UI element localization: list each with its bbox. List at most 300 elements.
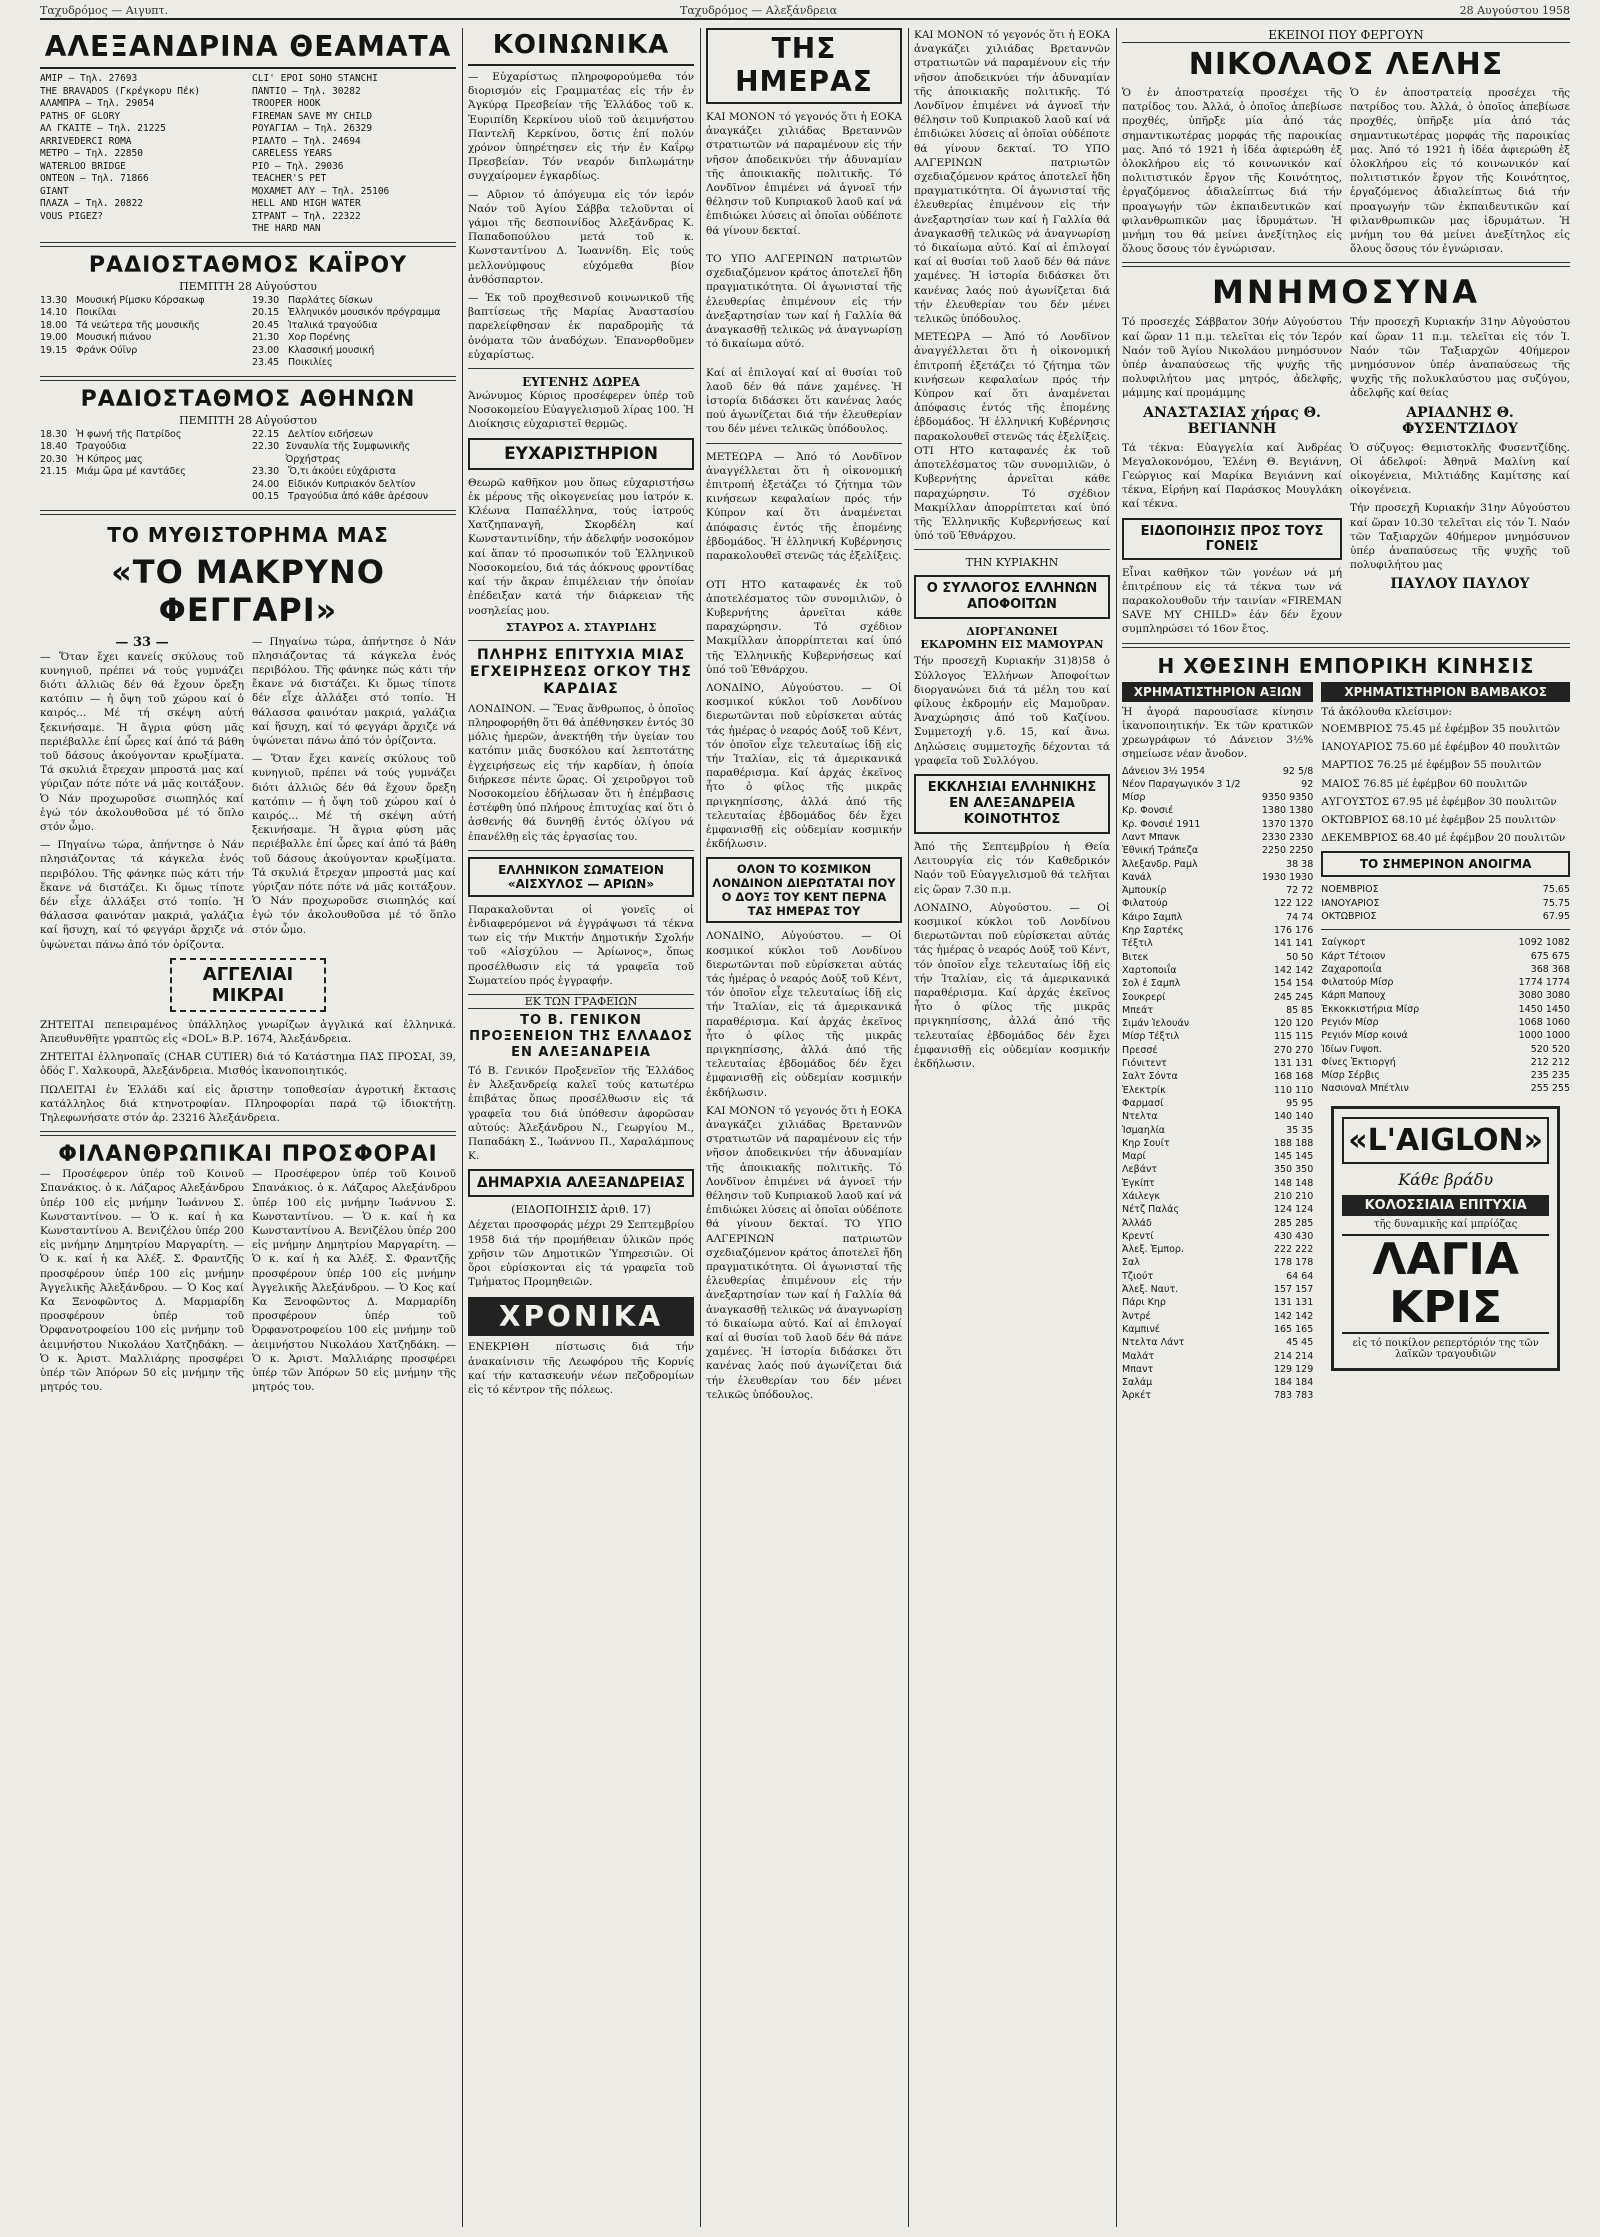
program-title: Μουσική Ρίμσκυ Κόρσακωφ — [76, 294, 205, 306]
thanks-text: Θεωρῶ καθῆκον μου ὅπως εὐχαριστήσω ἐκ μέρους τῆς οἰκογενείας μου ἰατρόν κ. Κλέωνα Παπαέλληνα, τούς ἰατρούς Χατζηπαναγῆ, Σκορδέλη καί Κωνσταντινίδην, τήν ἀδελφήν νοσοκόμον καί ἅπαν τό προσωπικόν τοῦ Ἑλληνικοῦ Νοσοκομείου, διά τάς ἀόκνους φροντίδας καί τήν ἄκραν ἐπιμέλειαν τήν ὁποίαν ἐπέδειξαν κατά τήν διάρκειαν τῆς νοσηλείας μου. — [468, 476, 694, 617]
program-time: 21.30 — [252, 332, 280, 343]
program-title: Φράνκ Ούϊνρ — [76, 344, 138, 356]
row-values: 520 520 — [1530, 1043, 1570, 1055]
novel-text-b-cont: — Ὅταν ἔχει κανείς σκύλους τοῦ κυνηγιοῦ, πρέπει νά τούς γυμνάζει διότι ἀλλιῶς δέν θά ἔχουν ὄρεξη κατόπιν — ἡ ὄψη τοῦ χώρου καί ὁ καιρός... Μέ τή σκέψη αὐτή ξεκινήσαμε. Ἡ ἄγρια φύση μᾶς περιέβαλλε ἐπί ὧρες καί ἀπό τά βάθη τοῦ δάσους ἀκούγονταν κρωξίματα. Τά σκυλιά ἔτρεχαν μπροστά μας καί γύριζαν πότε πότε νά μᾶς κοιτάξουν. Ὁ Νάν προχωροῦσε σιωπηλός καί ἐγώ τόν ἀκολουθοῦσα μέ τό ὅπλο στόν ὦμο. — [252, 753, 456, 936]
row-values: 2330 2330 — [1261, 831, 1314, 843]
table-row — [1122, 1190, 1313, 1203]
social-heading: ΚΟΙΝΩΝΙΚΑ — [468, 28, 694, 66]
program-row — [40, 454, 244, 467]
radio-cairo-right — [252, 295, 456, 370]
row-values: 184 184 — [1273, 1377, 1314, 1389]
program-title: Μιάμ ὥρα μέ καντάδες — [76, 466, 186, 477]
paragraph: ΝΟΕΜΒΡΙΟΣ 75.45 μέ ἐφέμβον 35 πουλιτῶν — [1321, 722, 1560, 735]
row-values: 165 165 — [1273, 1323, 1314, 1335]
table-row — [1122, 1163, 1313, 1176]
novel-text-a: — Ὅταν ἔχει κανείς σκύλους τοῦ κυνηγιοῦ, πρέπει νά τούς γυμνάζει διότι ἀλλιῶς δέν θά ἔχουν ὄρεξη κατόπιν — ἡ ὄψη τοῦ χώρου καί ὁ καιρός... Μέ τή σκέψη αὐτή ξεκινήσαμε. Ἡ ἄγρια φύση μᾶς περιέβαλλε ἐπί ὧρες καί ἀπό τά βάθη τοῦ δάσους ἀκούγονταν κρωξίματα. Τά σκυλιά ἔτρεχαν μπροστά μας καί γύριζαν πότε πότε νά μᾶς κοιτάξουν. Ὁ Νάν προχωροῦσε σιωπηλός καί ἐγώ τόν ἀκολουθοῦσα μέ τό ὅπλο στόν ὦμο. — [40, 650, 244, 833]
program-time: 19.30 — [252, 294, 280, 306]
london-text-cont: ΚΑΙ ΜΟΝΟΝ τό γεγονός ὅτι ἡ ΕΟΚΑ ἀναγκάζει χιλιάδας Βρεταννῶν στρατιωτῶν νά παραμένουν εἰς τήν νῆσον ἀποδεικνύει τήν ἀδυναμίαν τῆς ἀποικιακῆς πολιτικῆς. Τό Λονδῖνον ἐπιμένει νά ἀγνοεῖ τήν θέλησιν τοῦ Κυπριακοῦ λαοῦ καί νά ἐπιδιώκει λύσεις αἱ ὁποῖαι οὐδέποτε θά γίνουν δεκταί. ΤΟ ΥΠΟ ΑΛΓΕΡΙΝΩΝ πατριωτῶν σχεδιαζόμενον κράτος ἀποτελεῖ ἤδη πραγματικότητα. Οἱ ἀγωνισταί τῆς ἐλευθερίας ἐπιμένουν εἰς τήν ἀνεξαρτησίαν των καί ἡ Γαλλία θά ἀναγκασθῇ τελικῶς νά ἀναγνωρίσῃ τό δικαίωμα αὐτό. Καί αἱ ἐπιλογαί καί αἱ θυσίαι τοῦ λαοῦ δέν θά πάνε χαμένες. Ἡ ἱστορία διδάσκει ὅτι κανένας λαός πού ἀγωνίζεται διά τήν ἐλευθερίαν του δέν μένει τελικῶς ὑπόδουλος. — [706, 1104, 902, 1401]
aiglon-ad — [1331, 1106, 1560, 1371]
row-label: Φίνες Ἑκτιοργή — [1321, 1056, 1396, 1068]
cinema-list-right — [252, 73, 456, 236]
row-label: Μπεάτ — [1122, 1004, 1154, 1016]
row-label: Χάιλεγκ — [1122, 1191, 1160, 1202]
alumni-sub: ΔΙΟΡΓΑΝΩΝΕΙ — [966, 625, 1058, 639]
day-text: ΚΑΙ ΜΟΝΟΝ τό γεγονός ὅτι ἡ ΕΟΚΑ ἀναγκάζει χιλιάδας Βρεταννῶν στρατιωτῶν νά παραμένουν εἰς τήν νῆσον ἀποδεικνύει τήν ἀδυναμίαν τῆς ἀποικιακῆς πολιτικῆς. Τό Λονδῖνον ἐπιμένει νά ἀγνοεῖ τήν θέλησιν τοῦ Κυπριακοῦ λαοῦ καί νά ἐπιδιώκει λύσεις αἱ ὁποῖαι οὐδέποτε θά γίνουν δεκταί. ΤΟ ΥΠΟ ΑΛΓΕΡΙΝΩΝ πατριωτῶν σχεδιαζόμενον κράτος ἀποτελεῖ ἤδη πραγματικότητα. Οἱ ἀγωνισταί τῆς ἐλευθερίας ἐπιμένουν εἰς τήν ἀνεξαρτησίαν των καί ἡ Γαλλία θά ἀναγκασθῇ τελικῶς νά ἀναγνωρίσῃ τό δικαίωμα αὐτό. Καί αἱ ἐπιλογαί καί αἱ θυσίαι τοῦ λαοῦ δέν θά πάνε χαμένες. Ἡ ἱστορία διδάσκει ὅτι κανένας λαός πού ἀγωνίζεται διά τήν ἐλευθερίαν του δέν μένει τελικῶς ὑπόδουλος. — [706, 111, 902, 436]
program-title: Μουσική πιάνου — [76, 332, 152, 343]
stock-intro: Ἡ ἀγορά παρουσίασε κίνησιν ἰκανοποιητικήν. Ἐκ τῶν κρατικῶν χρεωγράφων τό Δάνειον 3½% σημείωσε νέαν ἄνοδον. — [1122, 705, 1314, 761]
table-row — [1122, 1230, 1313, 1243]
commerce-heading: Η ΧΘΕΣΙΝΗ ΕΜΠΟΡΙΚΗ ΚΙΝΗΣΙΣ — [1157, 653, 1535, 678]
chronika-text: ΕΝΕΚΡΙΘΗ πίστωσις διά τήν ἀνακαίνισιν τῆς Λεωφόρου τῆς Κορνίς καί τήν κατασκευήν νέων πεζοδρομίων εἰς τό κέντρον τῆς πόλεως. — [468, 1341, 694, 1396]
nikolaos-heading: ΝΙΚΟΛΑΟΣ ΛΕΛΗΣ — [1188, 47, 1504, 82]
table-row — [1122, 1389, 1313, 1402]
row-values: 154 154 — [1273, 978, 1314, 990]
table-row — [1122, 1270, 1313, 1283]
program-title: Τραγούδια — [76, 441, 127, 452]
row-label: Φαρμασί — [1122, 1097, 1164, 1109]
surgery-heading: ΠΛΗΡΗΣ ΕΠΙΤΥΧΙΑ ΜΙΑΣ ΕΓΧΕΙΡΗΣΕΩΣ ΟΓΚΟΥ ΤΗΣ ΚΑΡΔΙΑΣ — [470, 646, 692, 697]
row-values: 212 212 — [1530, 1056, 1570, 1068]
row-values: 50 50 — [1286, 951, 1314, 963]
listing-line: ΠΛΑΖΑ — Τηλ. 20822 — [40, 198, 143, 209]
table-row — [1122, 1376, 1313, 1389]
row-label: Βιτεκ — [1122, 951, 1149, 963]
table-row — [1122, 1070, 1313, 1083]
table-row — [1122, 1283, 1313, 1296]
church-text-cont: ΛΟΝΔΙΝΟ, Αὐγούστου. — Οἱ κοσμικοί κύκλοι τοῦ Λονδίνου διερωτῶνται ποῦ εὑρίσκεται αὐτάς τάς ἡμέρας ὁ νεαρός Δούξ τοῦ Κέντ, τόν ὁποῖον εἶχε τελευταίως ἰδῇ εἰς τήν Ἰταλίαν, εἰς τά ἀμερικανικά παραθέρισμα. Καί ἀρχάς ἐκεῖνος ἦτο ὁ φίλος τῆς μικρᾶς πριγκηπίσσης, ἀλλά ἀπό τῆς τελευταίας ἐβδομάδος δέν ἔχει ἐμφανισθῇ εἰς οὐδεμίαν κοσμικήν ἐκδήλωσιν. — [914, 901, 1110, 1070]
novel-title: «ΤΟ ΜΑΚΡΥΝΟ ΦΕΓΓΑΡΙ» — [111, 552, 385, 629]
donation-text: Ἀνώνυμος Κύριος προσέφερεν ὑπέρ τοῦ Νοσοκομείου Εὐαγγελισμοῦ λίρας 100. Ἡ Διοίκησις εὐχαριστεῖ θερμῶς. — [468, 390, 694, 431]
row-label: Κηρ Σαρτέκς — [1122, 925, 1184, 937]
radio-athens-date: ΠΕΜΠΤΗ 28 Αὐγούστου — [179, 413, 317, 427]
row-label: Λαντ Μπανκ — [1122, 831, 1180, 843]
row-values: 214 214 — [1273, 1350, 1314, 1362]
philanthropic-text-2: — Προσέφερον ὑπέρ τοῦ Κοινοῦ Σπανάκιος. ὁ κ. Λάζαρος Αλεξάνδρου ὑπέρ 100 εἰς μνήμην Ἰωάννου Σ. Κωνσταντίνου. — Ὁ κ. καί ἡ κα Κωνσταντίνου Α. Βενιζέλου ὑπέρ 200 εἰς μνήμην Δημητρίου Μαργαρίτη. — Ὁ κ. καί ἡ κα Ἀλέξ. Σ. Φραντζῆς προσφέρουν ὑπέρ 100 εἰς μνήμην Ἀγγελικῆς Ἀλεξάνδρου. — Ὁ Κος καί Κα Ξενοφῶντος Δ. Μαρμαρίδη προσφέρουν ὑπέρ τοῦ Ὀρφανοτροφείου 100 εἰς μνήμην τοῦ ἀειμνήστου Νικολάου Χατζηδάκη. — Ὁ κ. Ἀριστ. Μαλλιάρης προσφέρει ὑπέρ τῶν Ἀπόρων 50 εἰς μνήμην τῆς μητρός του. — [252, 1168, 456, 1394]
table-row — [1122, 937, 1313, 950]
memorial-left-text: Τό προσεχές Σάββατον 30ήν Αὐγούστου καί ὥραν 11 π.μ. τελεῖται εἰς τόν Ἱερόν Ναόν τοῦ Ἁγίου Νικολάου μνημόσυνον ὑπέρ ἀναπαύσεως τῆς ψυχῆς τῆς πολυφιλήτου μας μητρός, ἀδελφῆς, μάμμης καί προμάμμης — [1122, 316, 1342, 400]
row-values: 148 148 — [1273, 1177, 1314, 1189]
listing-line: HELL AND HIGH WATER — [252, 198, 361, 209]
program-row — [40, 466, 244, 479]
program-title: Ἰταλικά τραγούδια — [288, 319, 378, 331]
row-values: 72 72 — [1286, 885, 1314, 897]
listing-line: VOUS PIGEZ? — [40, 210, 103, 222]
row-label: Τέξτιλ — [1122, 938, 1153, 950]
table-row — [1122, 1057, 1313, 1070]
row-label: Μίσρ Σέρβις — [1321, 1070, 1380, 1082]
table-row — [1321, 976, 1570, 989]
program-title: Ποικίλαι — [76, 307, 117, 318]
church-heading: ΕΚΚΛΗΣΙΑΙ ΕΛΛΗΝΙΚΗΣ ΕΝ ΑΛΕΞΑΝΔΡΕΙΑ ΚΟΙΝΟΤΗΤΟΣ — [914, 774, 1110, 834]
novel-part: — 33 — — [115, 634, 169, 650]
day-text-cont: ΛΟΝΔΙΝΟ, Αὐγούστου. — Οἱ κοσμικοί κύκλοι τοῦ Λονδίνου διερωτῶνται ποῦ εὑρίσκεται αὐτάς τάς ἡμέρας ὁ νεαρός Δούξ τοῦ Κέντ, τόν ὁποῖον εἶχε τελευταίως ἰδῇ εἰς τήν Ἰταλίαν, εἰς τά ἀμερικανικά παραθέρισμα. Καί ἀρχάς ἐκεῖνος ἦτο ὁ φίλος τῆς μικρᾶς πριγκηπίσσης, ἀλλά ἀπό τῆς τελευταίας ἐβδομάδος δέν ἔχει ἐμφανισθῇ εἰς οὐδεμίαν κοσμικήν ἐκδήλωσιν. — [706, 681, 902, 851]
row-label: Μίσρ — [1122, 792, 1146, 804]
row-label: Μπαντ — [1122, 1363, 1154, 1375]
row-label: Τζιούτ — [1122, 1270, 1154, 1282]
program-row — [252, 491, 456, 504]
consulate-kicker: ΕΚ ΤΩΝ ΓΡΑΦΕΙΩΝ — [468, 994, 694, 1009]
column-4-lead: ΚΑΙ ΜΟΝΟΝ τό γεγονός ὅτι ἡ ΕΟΚΑ ἀναγκάζει χιλιάδας Βρεταννῶν στρατιωτῶν νά παραμένουν εἰς τήν νῆσον ἀποδεικνύει τήν ἀδυναμίαν τῆς ἀποικιακῆς πολιτικῆς. Τό Λονδῖνον ἐπιμένει νά ἀγνοεῖ τήν θέλησιν τοῦ Κυπριακοῦ λαοῦ καί νά ἐπιδιώκει λύσεις αἱ ὁποῖαι οὐδέποτε θά γίνουν δεκταί. ΤΟ ΥΠΟ ΑΛΓΕΡΙΝΩΝ πατριωτῶν σχεδιαζόμενον κράτος ἀποτελεῖ ἤδη πραγματικότητα. Οἱ ἀγωνισταί τῆς ἐλευθερίας ἐπιμένουν εἰς τήν ἀνεξαρτησίαν των καί ἡ Γαλλία θά ἀναγκασθῇ τελικῶς νά ἀναγνωρίσῃ τό δικαίωμα αὐτό. Καί αἱ ἐπιλογαί καί αἱ θυσίαι τοῦ λαοῦ δέν θά πάνε χαμένες. Ἡ ἱστορία διδάσκει ὅτι κανένας λαός πού ἀγωνίζεται διά τήν ἐλευθερίαν του δέν μένει τελικῶς ὑπόδουλος. — [914, 29, 1110, 326]
listing-line: ΣΤΡΑΝΤ — Τηλ. 22322 — [252, 210, 361, 222]
table-row — [1122, 1336, 1313, 1349]
listing-line: THE HARD MAN — [252, 223, 321, 234]
program-title: Δελτίον ειδήσεων — [288, 428, 373, 440]
row-values: 131 131 — [1273, 1297, 1314, 1309]
listing-line: ΜΟΧΑΜΕΤ ΑΛΥ — Τηλ. 25106 — [252, 185, 390, 197]
novel-text-b: — Πηγαίνω τώρα, ἀπήντησε ὁ Νάν πλησιάζοντας τά κάγκελα ἐνός περιβόλου. Τῆς φάνηκε πώς κάτι τήν ἔκανε νά διστάζει. Κι ὅμως τίποτε δέν εἶχε ἀλλάξει στό τοπίο. Ἡ θάλασσα φαινόταν μακριά, γαλάζια καί ἥσυχη, καί τό φεγγάρι ἄρχιζε νά ὑψώνεται πάνω ἀπό τόν ὁρίζοντα. — [252, 635, 456, 747]
row-label: Σαλάμ — [1122, 1377, 1153, 1389]
row-label: Κρ. Φονσιέ 1911 — [1122, 818, 1201, 830]
column-2 — [468, 28, 694, 2231]
row-values: 85 85 — [1286, 1004, 1314, 1016]
program-time: 23.30 — [252, 466, 280, 477]
program-title: Τά νεώτερα τῆς μουσικῆς — [76, 319, 200, 331]
consulate-text: Τό Β. Γενικόν Προξενεῖον τῆς Ἑλλάδος ἐν Ἀλεξανδρείᾳ καλεῖ τούς κατωτέρω ἐπιβάτας ὅπως προσέλθωσιν εἰς τά γραφεῖα του διά ὑπόθεσιν ἀφορῶσαν αὐτούς: Ἀλεξάνδρου Ν., Γεωργίου Μ., Παπαδάκη Σ., Ἰωάννου Π., Χαραλάμπους Κ. — [468, 1064, 694, 1163]
paragraph: ΖΗΤΕΙΤΑΙ ἐλληνοπαῖς (CHAR CUTIER) διά τό Κατάστημα ΠΑΣ ΠΡΟΣΑΙ, 39, ὁδός Γ. Χαλκουρᾶ, Ἀλεξάνδρεια. Μισθός ἱκανοποιητικός. — [40, 1051, 456, 1078]
program-row — [252, 357, 456, 370]
table-row — [1122, 858, 1313, 871]
nikolaos-text-2: Ὁ ἐν ἀποστρατείᾳ προσέχει τῆς πατρίδος του. Ἀλλά, ὁ ὁποῖος ἀπεβίωσε προχθές, ὑπῆρξε μία ἀπό τάς σημαντικωτέρας μορφάς τῆς παροικίας μας. Ἀπό τό 1921 ἡ ἰδέα ἀφιερώθη ἐξ ὁλοκλήρου εἰς τό κοινωνικόν καί πολιτιστικόν ἔργον τῆς Κοινότητος, ἐργαζόμενος ἀδιαλείπτως διά τήν προαγωγήν τῶν ἐκπαιδευτικῶν καί φιλανθρωπικῶν μας ἱδρυμάτων. Ἡ μνήμη του θά μείνει ἀνεξίτηλος εἰς ὅλους ὅσους τόν ἐγνώρισαν. — [1350, 87, 1570, 256]
program-title: Χορ Πορένης — [288, 332, 351, 343]
classified-list — [40, 1018, 456, 1125]
row-label: Ἐθνική Τράπεζα — [1122, 845, 1199, 857]
row-values: 75.65 — [1542, 884, 1570, 896]
table-row — [1122, 884, 1313, 897]
row-label: Μαρί — [1122, 1151, 1146, 1163]
table-row — [1122, 1004, 1313, 1017]
listing-line: ΡΙΑΛΤΟ — Τηλ. 24694 — [252, 135, 361, 147]
table-row — [1122, 1310, 1313, 1323]
row-values: 188 188 — [1273, 1137, 1314, 1149]
row-values: 783 783 — [1273, 1390, 1314, 1402]
radio-cairo-heading: ΡΑΔΙΟΣΤΑΘΜΟΣ ΚΑΪΡΟΥ — [88, 252, 408, 278]
program-title: Τραγούδια ἀπό κάθε ἀρέσουν — [288, 491, 429, 502]
table-row — [1122, 1323, 1313, 1336]
row-label: Ζαχαροποιΐα — [1321, 963, 1382, 975]
row-values: 38 38 — [1286, 858, 1314, 870]
table-row — [1321, 1043, 1570, 1056]
row-label: Σουκρερί — [1122, 991, 1166, 1003]
row-label: Κάρτ Τέτοιον — [1321, 950, 1386, 962]
surgery-text: ΛΟΝΔΙΝΟΝ. — Ἕνας ἄνθρωπος, ὁ ὁποῖος πληροφορήθη ὅτι θά ἀπέθνησκεν ἐντός 30 μόλις ἡμερῶν, ἀνεκτήθη τήν ὑγείαν του κατόπιν μιᾶς δυσκόλου καί λεπτοτάτης ἐγχειρήσεως εἰς τήν καρδίαν, ἡ ὁποία διήρκεσε πέντε ὥρας. Οἱ χειροῦργοι τοῦ Νοσοκομείου ἐδήλωσαν ὅτι ἡ ἐπέμβασις ἐστέφθη ὑπό πλήρους ἐπιτυχίας καί ὅτι ὁ ἀσθενής θά δυνηθῇ ἐντός ὀλίγου νά ἐπανέλθῃ εἰς τάς ἐργασίας του. — [468, 702, 694, 843]
radio-athens-heading: ΡΑΔΙΟΣΤΑΘΜΟΣ ΑΘΗΝΩΝ — [80, 386, 416, 412]
row-label: Ἀλεξ. Ἐμπορ. — [1122, 1244, 1184, 1256]
table-row — [1122, 1177, 1313, 1190]
row-label: Σολ ἐ Σαμπλ — [1122, 978, 1181, 990]
program-row — [40, 307, 244, 320]
program-title: Ἡ Κύπρος μας — [76, 453, 143, 465]
row-label: Ρεγιόν Μίσρ κοινά — [1321, 1030, 1408, 1042]
today-open-heading: ΤΟ ΣΗΜΕΡΙΝΟΝ ΑΝΟΙΓΜΑ — [1321, 851, 1570, 877]
listing-line: WATERLOO BRIDGE — [40, 160, 126, 172]
cotton-intro: Τά ἀκόλουθα κλείσιμον: — [1321, 705, 1452, 718]
row-values: 129 129 — [1273, 1363, 1314, 1375]
novel-text-a-cont: — Πηγαίνω τώρα, ἀπήντησε ὁ Νάν πλησιάζοντας τά κάγκελα ἐνός περιβόλου. Τῆς φάνηκε πώς κάτι τήν ἔκανε νά διστάζει. Κι ὅμως τίποτε δέν εἶχε ἀλλάξει στό τοπίο. Ἡ θάλασσα φαινόταν μακριά, γαλάζια καί ἥσυχη, καί τό φεγγάρι ἄρχιζε νά ὑψώνεται πάνω ἀπό τόν ὁρίζοντα. — [40, 839, 244, 951]
chronika-logo: ΧΡΟΝΙΚΑ — [468, 1297, 694, 1336]
row-values: 115 115 — [1273, 1031, 1314, 1043]
table-row — [1122, 1017, 1313, 1030]
row-label: Ἀλεξ. Ναυτ. — [1122, 1284, 1179, 1296]
table-row — [1122, 818, 1313, 831]
paragraph: ΖΗΤΕΙΤΑΙ πεπειραμένος ὑπάλληλος γνωρίζων ἀγγλικά καί ἑλληνικά. Ἀπευθυνθῆτε γραπτῶς εἰς «DOL» Β.Ρ. 1674, Ἀλεξάνδρεια. — [40, 1018, 456, 1045]
row-values: 168 168 — [1273, 1071, 1314, 1083]
row-label: Σαλ — [1122, 1257, 1140, 1269]
row-values: 110 110 — [1273, 1084, 1314, 1096]
program-title: Ἡ φωνή τῆς Πατρίδος — [76, 428, 182, 440]
program-time: 20.30 — [40, 453, 68, 465]
table-row — [1321, 989, 1570, 1002]
listing-line: CARELESS YEARS — [252, 148, 333, 159]
program-time: 18.00 — [40, 319, 68, 331]
row-values: 245 245 — [1273, 991, 1314, 1003]
radio-athens-program — [40, 429, 456, 504]
row-values: 75.75 — [1542, 897, 1570, 909]
row-label: Καμπινέ — [1122, 1323, 1160, 1335]
table-row — [1321, 897, 1570, 910]
memorial-right2-text: Τήν προσεχῆ Κυριακήν 31ην Αὐγούστου καί ὥραν 10.30 τελεῖται εἰς τόν Ἱ. Ναόν τῶν Ταξιαρχῶν 40ήμερον μνημόσυνον ὑπέρ ἀναπαύσεως τῆς ψυχῆς τοῦ πολυφιλήτου μας — [1350, 502, 1570, 572]
masthead — [40, 4, 1570, 20]
row-label: Ἐλεκτρίκ — [1122, 1084, 1166, 1096]
program-row — [252, 295, 456, 308]
listing-line: PATHS OF GLORY — [40, 110, 121, 122]
row-label: Ἀλεξανδρ. Ραμλ — [1122, 858, 1198, 870]
row-values: 92 5/8 — [1282, 765, 1314, 777]
table-row — [1122, 1030, 1313, 1043]
cotton-list — [1321, 722, 1570, 845]
table-row — [1122, 831, 1313, 844]
column-4-lead-cont: ΜΕΤΕΩΡΑ — Ἀπό τό Λονδῖνον ἀναγγέλλεται ὅτι ἡ οἰκονομική ἐπιτροπή ἐξετάζει τό ζήτημα τῶν κινήσεων κεφαλαίων πρός τήν Κύπρον καί ὅτι ἀναμένεται ἀπόφασις ἐντός τῆς ἑπομένης ἑβδομάδος. Ἡ ἑλληνική Κυβέρνησις παρακολουθεῖ στενῶς τάς ἐξελίξεις. ΟΤΙ ΗΤΟ καταφανές ἐκ τοῦ ἀποτελέσματος τῶν συνομιλιῶν, ὁ Κυβερνήτης ἀρνεῖται κάθε παραχώρησιν. Τό σχέδιον Μακμίλλαν ἀπορρίπτεται καί ὑπό τῆς Ἑλληνικῆς Κυβερνήσεως καί ὑπό τοῦ Ἐθνάρχου. — [914, 331, 1110, 543]
donation-heading: ΕΥΓΕΝΗΣ ΔΩΡΕΑ — [522, 375, 640, 390]
classified-heading — [170, 958, 326, 1012]
row-label: Κανάλ — [1122, 871, 1152, 883]
program-time: 20.45 — [252, 319, 280, 331]
row-values: 1930 1930 — [1261, 871, 1314, 883]
novel-kicker: ΤΟ ΜΥΘΙΣΤΟΡΗΜΑ ΜΑΣ — [107, 522, 389, 547]
row-label: Φιλατούρ Μίσρ — [1321, 977, 1394, 989]
table-row — [1122, 1256, 1313, 1269]
cinema-listings — [40, 73, 456, 236]
row-label: Μαλάτ — [1122, 1350, 1155, 1362]
listing-line: TEACHER'S PET — [252, 173, 327, 184]
program-row — [40, 332, 244, 345]
stock-table — [1122, 765, 1313, 1403]
table-row — [1122, 844, 1313, 857]
row-label: Δάνειον 3½ 1954 — [1122, 765, 1206, 777]
program-time: 22.30 — [252, 441, 280, 452]
table-row — [1122, 1084, 1313, 1097]
aiglon-sub: Κάθε βράδυ — [1398, 1169, 1494, 1189]
program-time: 19.15 — [40, 344, 68, 356]
memorial-left-name: ΑΝΑΣΤΑΣΙΑΣ χήρας Θ. ΒΕΓΙΑΝΝΗ — [1143, 404, 1321, 437]
table-row — [1122, 1243, 1313, 1256]
memorial-right-name: ΑΡΙΑΔΝΗΣ Θ. ΦΥΣΕΝΤΖΙΔΟΥ — [1402, 404, 1518, 437]
listing-line: ARRIVEDERCI ROMA — [40, 135, 132, 147]
association-text: Παρακαλοῦνται οἱ γονεῖς οἱ ἐνδιαφερόμενοι νά ἐγγράψωσι τά τέκνα των εἰς τήν Μικτήν Δημοτικήν Σχολήν τοῦ «Αἰσχύλου — Ἀρίωνος», ὅπως προσέλθωσιν εἰς τά γραφεῖα τοῦ Σωματείου πρός ἐγγραφήν. — [468, 903, 694, 987]
program-row — [252, 479, 456, 492]
table-row — [1122, 1044, 1313, 1057]
row-label: Χαρτοποιΐα — [1122, 964, 1177, 976]
parents-heading: ΕΙΔΟΠΟΙΗΣΙΣ ΠΡΟΣ ΤΟΥΣ ΓΟΝΕΙΣ — [1122, 518, 1342, 560]
municipality-heading: ΔΗΜΑΡΧΙΑ ΑΛΕΞΑΝΔΡΕΙΑΣ — [468, 1169, 694, 1197]
row-values: 368 368 — [1530, 963, 1570, 975]
sunday-kicker: ΤΗΝ ΚΥΡΙΑΚΗΝ — [965, 556, 1059, 570]
table-row — [1122, 871, 1313, 884]
row-label: Ἀντρέ — [1122, 1310, 1151, 1322]
listing-line: ΟΝΤΕΟΝ — Τηλ. 71866 — [40, 173, 149, 184]
philanthropic-heading: ΦΙΛΑΝΘΡΩΠΙΚΑΙ ΠΡΟΣΦΟΡΑΙ — [58, 1142, 438, 1168]
consulate-heading: ΤΟ Β. ΓΕΝΙΚΟΝ ΠΡΟΞΕΝΕΙΟΝ ΤΗΣ ΕΛΛΑΔΟΣ ΕΝ ΑΛΕΞΑΝΔΡΕΙΑ — [469, 1012, 693, 1060]
cotton-heading: ΧΡΗΜΑΤΙΣΤΗΡΙΟΝ ΒΑΜΒΑΚΟΣ — [1321, 682, 1570, 702]
column-1 — [40, 28, 456, 2231]
program-time: 18.40 — [40, 441, 68, 452]
row-values: 120 120 — [1273, 1018, 1314, 1030]
row-values: 1092 1082 — [1518, 937, 1570, 949]
row-values: 176 176 — [1273, 925, 1314, 937]
program-time: 23.45 — [252, 357, 280, 368]
row-values: 178 178 — [1273, 1257, 1314, 1269]
program-time: 19.00 — [40, 332, 68, 343]
row-label: Κηρ Σουίτ — [1122, 1137, 1170, 1149]
row-label: Κρεντί — [1122, 1230, 1154, 1242]
program-row — [252, 307, 456, 320]
table-row — [1122, 977, 1313, 990]
paragraph: ΔΕΚΕΜΒΡΙΟΣ 68.40 μέ ἐφέμβον 20 πουλιτῶν — [1321, 832, 1566, 845]
row-values: 140 140 — [1273, 1111, 1314, 1123]
listing-line: THE BRAVADOS (Γκρέγκορυ Πέκ) — [40, 85, 201, 97]
row-values: 95 95 — [1286, 1097, 1314, 1109]
program-row — [252, 320, 456, 333]
program-row — [252, 345, 456, 358]
row-values: 142 142 — [1273, 964, 1314, 976]
row-label: Κάρπ Μαπουχ — [1321, 990, 1386, 1002]
row-values: 9350 9350 — [1261, 792, 1314, 804]
row-label: Νασιοναλ Μπέτλιν — [1321, 1083, 1409, 1095]
row-label: Σαλτ Σόντα — [1122, 1071, 1178, 1083]
listing-line: TROOPER HOOK — [252, 98, 321, 109]
row-values: 255 255 — [1530, 1083, 1570, 1095]
program-time: 20.15 — [252, 307, 280, 318]
program-time: 21.15 — [40, 466, 68, 477]
social-text-a: — Εὐχαρίστως πληροφορούμεθα τόν διορισμόν εἰς Γραμματέας εἰς τήν ἐν Ἀγκύρᾳ Πρεσβείαν τῆς Ἑλλάδος τοῦ κ. Ἐυριπίδη Κερκίνου υἱοῦ τοῦ ἀειμνήστου Παντελῆ Κερκίνου, ὅστις ἐπί πολύν χρόνον ὑπηρέτησεν εἰς τήν ἐν Καΐρῳ Πρεσβείαν. Τόν νεαρόν διπλωμάτην συγχαίρομεν ἐγκαρδίως. — [468, 71, 694, 183]
obituary-kicker: ΕΚΕΙΝΟΙ ΠΟΥ ΦΕΡΓΟΥΝ — [1122, 28, 1570, 43]
row-values: 35 35 — [1286, 1124, 1314, 1136]
row-values: 270 270 — [1273, 1044, 1314, 1056]
program-row — [40, 295, 244, 308]
table-row — [1122, 1217, 1313, 1230]
program-time: 23.00 — [252, 344, 280, 356]
aiglon-star: ΛΑΓΙΑ ΚΡΙΣ — [1342, 1234, 1549, 1334]
program-title: Παρλάτες δίσκων — [288, 294, 373, 306]
row-values: 74 74 — [1286, 911, 1314, 923]
thanks-heading: ΕΥΧΑΡΙΣΤΗΡΙΟΝ — [468, 438, 694, 470]
listing-line: ΡΟΥΑΓΙΑΛ — Τηλ. 26329 — [252, 123, 373, 134]
row-label: Φιλατούρ — [1122, 898, 1168, 910]
program-row — [40, 429, 244, 442]
table-row — [1122, 1110, 1313, 1123]
alumni-text: Τήν προσεχῆ Κυριακήν 31)8)58 ὁ Σύλλογος Ἑλλήνων Ἀποφοίτων διοργανώνει διά τά μέλη του καί φίλους ἐκδρομήν εἰς Μαμοῦραν. Ἀναχώρησις ἀπό τοῦ Καζίνου. Συμμετοχή γ.δ. 15, καί ἄνω. Δηλώσεις συμμετοχῆς δέχονται τά γραφεῖα τοῦ Συλλόγου. — [914, 655, 1110, 767]
paragraph: ΟΚΤΩΒΡΙΟΣ 68.10 μέ ἐφέμβον 25 πουλιτῶν — [1321, 813, 1556, 826]
program-time: 00.15 — [252, 491, 280, 502]
table-row — [1321, 1003, 1570, 1016]
program-row — [40, 320, 244, 333]
radio-cairo-left — [40, 295, 244, 370]
table-row — [1321, 936, 1570, 949]
memorial-left-family: Τά τέκνα: Εὐαγγελία καί Ἀνδρέας Μεγαλοκονόμου, Ἑλένη Θ. Βεγιάννη, Γεώργιος καί Μαρίκα Βεγιάννη καί τέκνα, Εἰρήνη καί Παράσκος Μουγλάκη καί τέκνα. — [1122, 441, 1342, 511]
classified-heading-2: ΜΙΚΡΑΙ — [211, 984, 285, 1006]
program-row — [252, 332, 456, 345]
row-label: Πάρι Κηρ — [1122, 1297, 1166, 1309]
program-row — [252, 466, 456, 479]
radio-athens-left — [40, 429, 244, 504]
table-row — [1122, 804, 1313, 817]
row-values: 131 131 — [1273, 1058, 1314, 1070]
row-values: 430 430 — [1273, 1230, 1314, 1242]
row-label: Ἐγκίπτ — [1122, 1177, 1155, 1189]
table-row — [1122, 1150, 1313, 1163]
row-values: 1450 1450 — [1518, 1003, 1570, 1015]
table-row — [1122, 1350, 1313, 1363]
table-row — [1122, 791, 1313, 804]
row-label: Σαίγκορτ — [1321, 937, 1366, 949]
municipality-sub: (ΕΙΔΟΠΟΙΗΣΙΣ ἀριθ. 17) — [511, 1203, 651, 1217]
column-5 — [1122, 28, 1570, 2231]
table-row — [1321, 910, 1570, 923]
row-label: Λεβάντ — [1122, 1164, 1157, 1176]
table-row — [1122, 1296, 1313, 1309]
table-row — [1321, 883, 1570, 896]
memorial-right2-name: ΠΑΥΛΟΥ ΠΑΥΛΟΥ — [1390, 576, 1530, 593]
row-label: Νέτζ Παλάς — [1122, 1204, 1180, 1216]
memorial-right-text: Τήν προσεχῆ Κυριακήν 31ην Αὐγούστου καί ὥραν 11 π.μ. τελεῖται εἰς τόν Ἱ. Ναόν τῶν Ταξιαρχῶν 40ήμερον μνημόσυνον ὑπέρ ἀναπαύσεως τῆς ψυχῆς τῆς πολυκλαύστου μας συζύγου, ἀδελφῆς καί θείας — [1350, 316, 1570, 400]
row-values: 64 64 — [1286, 1270, 1314, 1282]
paragraph: ΜΑΙΟΣ 76.85 μέ ἐφέμβον 60 πουλιτῶν — [1321, 777, 1528, 790]
table-row — [1321, 1082, 1570, 1095]
program-title: Κλασσική μουσική — [288, 344, 375, 356]
table-row — [1122, 991, 1313, 1004]
row-values: 210 210 — [1273, 1191, 1314, 1202]
table-row — [1321, 1069, 1570, 1082]
london-text: ΛΟΝΔΙΝΟ, Αὐγούστου. — Οἱ κοσμικοί κύκλοι τοῦ Λονδίνου διερωτῶνται ποῦ εὑρίσκεται αὐτάς τάς ἡμέρας ὁ νεαρός Δούξ τοῦ Κέντ, τόν ὁποῖον εἶχε τελευταίως ἰδῇ εἰς τήν Ἰταλίαν, εἰς τά ἀμερικανικά παραθέρισμα. Καί ἀρχάς ἐκεῖνος ἦτο ὁ φίλος τῆς μικρᾶς πριγκηπίσσης, ἀλλά ἀπό τῆς τελευταίας ἐβδομάδος δέν ἔχει ἐμφανισθῇ εἰς οὐδεμίαν κοσμικήν ἐκδήλωσιν. — [706, 930, 902, 1099]
table-row — [1122, 951, 1313, 964]
cinema-list-left — [40, 73, 244, 236]
row-values: 1068 1060 — [1518, 1016, 1570, 1028]
table-row — [1122, 964, 1313, 977]
row-values: 2250 2250 — [1261, 845, 1314, 857]
table-row — [1321, 950, 1570, 963]
program-time: 22.15 — [252, 428, 280, 440]
thanks-signature: ΣΤΑΥΡΟΣ Α. ΣΤΑΥΡΙΔΗΣ — [505, 620, 657, 634]
parents-text: Εἶναι καθῆκον τῶν γονέων νά μή ἐπιτρέπουν εἰς τά τέκνα των νά παρακολουθοῦν τήν ταινίαν «FIREMAN SAVE MY CHILD» ἐάν δέν ἔχουν συμπληρώσει τό 16ον ἔτος. — [1122, 566, 1342, 636]
row-values: 1370 1370 — [1261, 818, 1314, 830]
paragraph: ΜΑΡΤΙΟΣ 76.25 μέ ἐφέμβον 55 πουλιτῶν — [1321, 759, 1542, 772]
table-row — [1321, 1029, 1570, 1042]
table-row — [1122, 1203, 1313, 1216]
table-row — [1122, 897, 1313, 910]
row-values: 222 222 — [1273, 1244, 1314, 1256]
row-label: Ἰσμαηλία — [1122, 1124, 1166, 1136]
social-text-b: — Αὔριον τό ἀπόγευμα εἰς τόν ἱερόν Ναόν τοῦ Ἀγίου Σάββα τελοῦνται οἱ γάμοι τῆς δεσποινίδος Ἀλεξάνδρας Κ. Παπαδοπούλου μετά τοῦ κ. Κωνσταντίνου Δ. Ἰωαννίδη. Εἰς τούς μελλονύμφους εὐχόμεθα βίον ἀνθόσπαρτον. — [468, 188, 694, 286]
row-label: Ἰδίων Γυψοπ. — [1321, 1043, 1382, 1055]
stock-heading: ΧΡΗΜΑΤΙΣΤΗΡΙΟΝ ΑΞΙΩΝ — [1122, 682, 1313, 702]
row-label: Ἀλλάδ — [1122, 1217, 1152, 1229]
listing-line: ΑΛ ΓΚΑΙΤΕ — Τηλ. 21225 — [40, 123, 166, 134]
theatres-heading: ΑΛΕΞΑΝΔΡΙΝΑ ΘΕΑΜΑΤΑ — [40, 28, 456, 69]
radio-athens-right — [252, 429, 456, 504]
aiglon-foot: εἰς τό ποικίλον ρεπερτόριόν της τῶν λαϊκῶν τραγουδιῶν — [1352, 1337, 1539, 1360]
row-values: 675 675 — [1530, 950, 1570, 962]
program-title: Συναυλία τῆς Συμφωνικῆς Ὀρχήστρας — [285, 441, 411, 465]
aiglon-heading: ΚΟΛΟΣΣΙΑΙΑ ΕΠΙΤΥΧΙΑ — [1342, 1195, 1549, 1216]
